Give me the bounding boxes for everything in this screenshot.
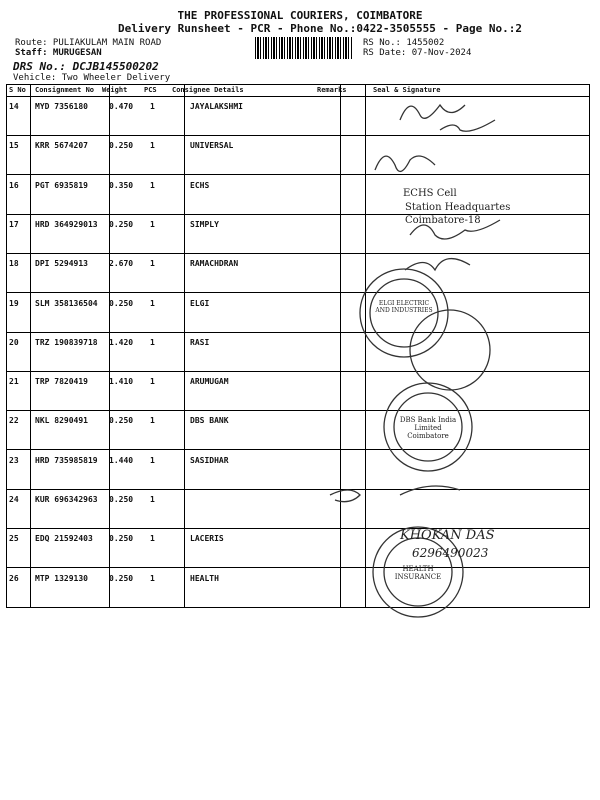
route: Route: PULIAKULAM MAIN ROAD (15, 38, 162, 48)
cell-consignee: SASIDHAR (190, 455, 229, 465)
col-pcs: PCS (144, 86, 157, 94)
cell-sno: 24 (9, 495, 19, 504)
cell-consignee: UNIVERSAL (190, 141, 234, 151)
signature-16 (375, 156, 435, 171)
echs-stamp-line3: Coimbatore-18 (405, 215, 481, 226)
cell-pcs: 1 (150, 495, 155, 504)
cell-weight: 0.350 (109, 180, 134, 190)
dbs-stamp-text: DBS Bank India Limited Coimbatore (399, 416, 457, 440)
cell-sno: 25 (9, 534, 19, 544)
cell-pcs: 1 (150, 337, 155, 347)
cell-pcs: 1 (150, 534, 155, 544)
cell-consignment: EDQ 21592403 (35, 534, 93, 544)
cell-pcs: 1 (150, 298, 155, 308)
cell-consignment: TRP 7820419 (35, 377, 88, 387)
cell-consignment: NKL 8290491 (35, 416, 88, 426)
cell-sno: 19 (9, 298, 19, 308)
signature-15 (440, 120, 495, 131)
col-remarks: Remarks (317, 86, 347, 94)
runsheet-subtitle: Delivery Runsheet - PCR - Phone No.:0422-3505555 - Page No.:2 (118, 22, 522, 35)
cell-consignee: JAYALAKSHMI (190, 102, 243, 111)
drs-number: DRS No.: DCJB145500202 (13, 60, 159, 73)
rs-date: RS Date: 07-Nov-2024 (363, 48, 472, 58)
col-sno: S No (9, 86, 26, 94)
cell-consignment: TRZ 190839718 (35, 337, 98, 347)
cell-consignee: ELGI (190, 298, 210, 308)
cell-consignee: RAMACHDRAN (190, 259, 239, 269)
cell-weight: 0.250 (109, 416, 134, 426)
cell-consignment: KUR 696342963 (35, 495, 98, 504)
cell-pcs: 1 (150, 573, 155, 583)
cell-pcs: 1 (150, 416, 155, 426)
signature-24 (330, 486, 460, 502)
col-weight: Weight (102, 86, 128, 94)
cell-sno: 21 (9, 377, 19, 387)
col-consignment: Consignment No (35, 86, 95, 94)
cell-pcs: 1 (150, 102, 155, 111)
staff: Staff: MURUGESAN (15, 48, 102, 58)
cell-pcs: 1 (150, 141, 155, 151)
signature-18 (405, 259, 470, 270)
cell-sno: 20 (9, 337, 19, 347)
cell-sno: 18 (9, 259, 19, 269)
cell-consignee: LACERIS (190, 534, 224, 544)
vehicle: Vehicle: Two Wheeler Delivery (13, 73, 171, 83)
cell-weight: 0.250 (109, 219, 134, 229)
cell-pcs: 1 (150, 377, 155, 387)
echs-stamp-line1: ECHS Cell (403, 188, 457, 199)
cell-consignee: SIMPLY (190, 219, 219, 229)
col-seal: Seal & Signature (373, 86, 441, 94)
cell-weight: 1.420 (109, 337, 134, 347)
cell-sno: 26 (9, 573, 19, 583)
cell-pcs: 1 (150, 180, 155, 190)
cell-weight: 0.250 (109, 141, 134, 151)
cell-weight: 1.440 (109, 455, 134, 465)
cell-pcs: 1 (150, 455, 155, 465)
cell-consignment: MTP 1329130 (35, 573, 88, 583)
cell-consignee: ARUMUGAM (190, 377, 229, 387)
cell-weight: 0.470 (109, 102, 134, 111)
cell-consignment: SLM 358136504 (35, 298, 98, 308)
cell-sno: 17 (9, 219, 19, 229)
cell-sno: 15 (9, 141, 19, 151)
cell-consignment: KRR 5674207 (35, 141, 88, 151)
cell-sno: 23 (9, 455, 19, 465)
cell-consignment: HRD 364929013 (35, 219, 98, 229)
col-consignee: Consignee Details (172, 86, 244, 94)
handwritten-name: KHOKAN DAS (400, 528, 495, 543)
cell-sno: 14 (9, 102, 19, 111)
cell-weight: 0.250 (109, 495, 134, 504)
cell-consignee: HEALTH (190, 573, 219, 583)
cell-consignee: RASI (190, 337, 210, 347)
rasi-stamp (410, 310, 490, 390)
cell-weight: 0.250 (109, 573, 134, 583)
elgi-stamp-text: ELGI ELECTRIC AND INDUSTRIES (375, 300, 433, 314)
rs-number: RS No.: 1455002 (363, 38, 445, 48)
cell-weight: 0.250 (109, 534, 134, 544)
cell-consignee: ECHS (190, 180, 210, 190)
cell-consignment: PGT 6935819 (35, 180, 88, 190)
cell-sno: 16 (9, 180, 19, 190)
handwritten-phone: 6296490023 (412, 546, 489, 560)
cell-consignment: MYD 7356180 (35, 102, 88, 111)
signature-14 (400, 105, 465, 120)
cell-weight: 0.250 (109, 298, 134, 308)
cell-weight: 2.670 (109, 259, 134, 269)
cell-consignee: DBS BANK (190, 416, 229, 426)
cell-pcs: 1 (150, 219, 155, 229)
cell-consignment: DPI 5294913 (35, 259, 88, 269)
health-stamp-text: HEALTH INSURANCE (394, 565, 442, 581)
cell-pcs: 1 (150, 259, 155, 269)
cell-sno: 22 (9, 416, 19, 426)
cell-weight: 1.410 (109, 377, 134, 387)
company-title: THE PROFESSIONAL COURIERS, COIMBATORE (177, 9, 423, 22)
echs-stamp-line2: Station Headquartes (405, 202, 511, 213)
cell-consignment: HRD 735985819 (35, 455, 98, 465)
